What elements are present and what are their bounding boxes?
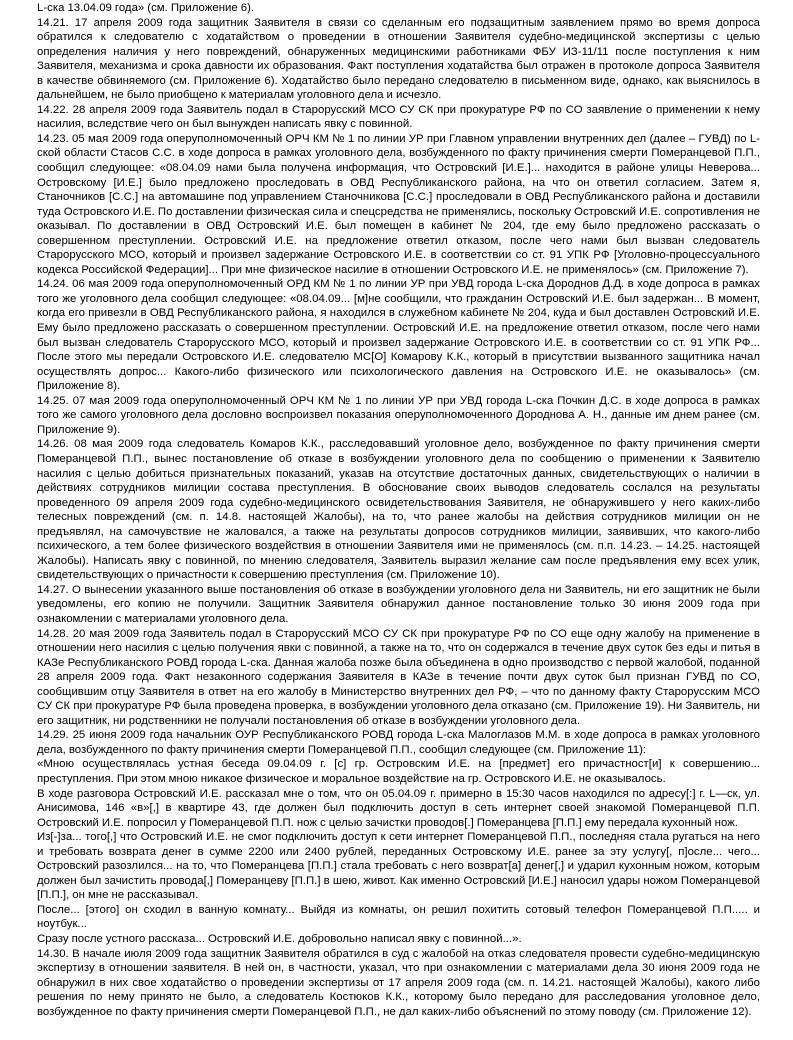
paragraph-quote-5: Сразу после устного рассказа... Островский И.Е. добровольно написал явку с повинной...». [37,933,522,945]
paragraph-quote-4: После... [этого] он сходил в ванную комнату... Выйдя из комнаты, он решил похитить сотовый телефон Померанцевой П.П..... и ноутбук... [37,903,760,931]
paragraph-14-28: 14.28. 20 мая 2009 года Заявитель подал в Старорусский МСО СУ СК при прокуратуре РФ по СО еще одну жалобу на применение в отношении него насилия с целью получения явки с повинной, а также на то, что он содержался в течение двух суток без еды и питья в КАЗе Республиканского РОВД города L-ска. Данная жалоба позже была объединена в одно производство с первой жалобой, поданной 28 апреля 2009 года. Факт незаконного содержания Заявителя в КАЗе в течение почти двух суток был признан ГУВД по СО, сообщившим отцу Заявителя в ответ на его жалобу в Министерство внутренних дел РФ, – что по данному факту Старорусским МСО СУ СК при прокуратуре РФ была проведена проверка, в возбуждении уголовного дела отказано (см. Приложение 19). Ни Заявитель, ни его защитник, ни родственники не получали постановления об отказе в возбуждении уголовного дела. [37,627,760,727]
paragraph-14-30: 14.30. В начале июля 2009 года защитник Заявителя обратился в суд с жалобой на отказ следователя провести судебно-медицинскую экспертизу в отношении заявителя. В ней он, в частности, указал, что при ознакомлении с материалами дела 30 июня 2009 года не обнаружил в них свое ходатайство о проведении экспертизы от 17 апреля 2009 года (см. п. 14.21. настоящей Жалобы), какого либо решения по нему принято не было, а следователь Костюков К.К., которому было передано для расследования уголовное дело, возбужденное по факту причинения смерти Померанцевой П.П., не дал каких-либо объяснений по этому поводу (см. Приложение 12). [37,947,760,1018]
paragraph-14-23: 14.23. 05 мая 2009 года оперуполномоченный ОРЧ КМ № 1 по линии УР при Главном управлении внутренних дел (далее – ГУВД) по L-ской области Стасов С.С. в ходе допроса в рамках уголовного дела, возбужденного по факту причинения смерти Померанцевой П.П., сообщил следующее: «08.04.09 нами была получена информация, что Островский [И.Е.]... находится в районе улицы Неверова... Островскому [И.Е.] было предложено проследовать в ОВД Республиканского района, на что он ответил согласием. Затем я, Станочников [С.С.] на автомашине под управлением Станочникова [С.С.] проследовали в ОВД Республиканского района и доставили туда Островского И.Е. По доставлении физическая сила и спецсредства не применялись, поскольку Островский И.Е. сопротивления не оказывал. По доставлении в ОВД Островский И.Е. был помещен в кабинет № 204, где ему было предложено рассказать о совершенном преступлении. Островский И.Е. на предложение ответил отказом, после чего нами был вызван следователь Старорусского МСО, который и произвел задержание Островского И.Е. в соответствии со ст. 91 УПК РФ [Уголовно-процессуального кодекса Российской Федерации]... При мне физическое насилие в отношении Островского И.Е. не применялось» (см. Приложение 7). [37,132,760,276]
paragraph-14-21: 14.21. 17 апреля 2009 года защитник Заявителя в связи со сделанным его подзащитным заявлением прямо во время допроса обратился к следователю с ходатайством о проведении в отношении Заявителя судебно-медицинской экспертизы с целью определения наличия у него повреждений, обнаруженных медицинскими работниками ФБУ ИЗ-11/11 после поступления к ним Заявителя, механизма и срока давности их образования. Факт поступления ходатайства был отражен в протоколе допроса Заявителя в качестве обвиняемого (см. Приложение 6). Ходатайство было передано следователю в письменном виде, однако, как выяснилось в дальнейшем, не было приобщено к материалам уголовного дела и исчезло. [37,16,760,102]
paragraph-quote-2: В ходе разговора Островский И.Е. рассказал мне о том, что он 05.04.09 г. примерно в 15:30 часов находился по адресу[:] г. L—ск, ул. Анисимова, 146 «в»[,] в квартире 43, где должен был подключить доступ в сеть интернет своей знакомой Померанцевой П.П. Островский И.Е. попросил у Померанцевой П.П. нож с целью зачистки проводов[.] Померанцева [П.П.] ему передала кухонный нож. [37,787,760,829]
paragraph-quote-3: Из[-]за... того[,] что Островский И.Е. не смог подключить доступ к сети интернет Померанцевой П.П., последняя стала ругаться на него и требовать возврата денег в сумме 2200 или 2400 рублей, переданных Островскому И.Е. ранее за эту услугу[, п]осле... чего... Островский разозлился... на то, что Померанцева [П.П.] стала требовать с него возврат[а] денег[,] и ударил кухонным ножом, которым должен был зачистить провода[,] Померанцеву [П.П.] в шею, живот. Как именно Островский [И.Е.] наносил удары ножом Померанцевой [П.П.], он мне не рассказывал. [37,831,760,902]
paragraph-14-29: 14.29. 25 июня 2009 года начальник ОУР Республиканского РОВД города L-ска Малоглазов М.М. в ходе допроса в рамках уголовного дела, возбужденного по факту причинения смерти Померанцевой П.П., сообщил следующее (см. Приложение 11): [37,729,760,756]
paragraph-quote-1: «Мною осуществлялась устная беседа 09.04.09 г. [с] гр. Островским И.Е. на [предмет] его причастност[и] к совершению... преступления. При этом мною никакое физическое и моральное воздействие на гр. Островского И.Е. не оказывалось. [37,758,760,785]
paragraph-continuation-top: L-ска 13.04.09 года» (см. Приложение 6). [37,2,255,14]
document-text-body [37,1,760,1019]
paragraph-14-26: 14.26. 08 мая 2009 года следователь Комаров К.К., расследовавший уголовное дело, возбужденное по факту причинения смерти Померанцевой П.П., вынес постановление об отказе в возбуждении уголовного дела по сообщению о применении к Заявителю насилия с целью добиться признательных показаний, указав на отсутствие достаточных данных, свидетельствующих о наличии в действиях сотрудников милиции состава преступления. В обоснование своих выводов следователь сослался на результаты проведенного 09 апреля 2009 года судебно-медицинского освидетельствования Заявителя, не обнаружившего у него каких-либо телесных повреждений (см. п. 14.8. настоящей Жалобы), на то, что ранее жалобы на действия сотрудников милиции он не предъявлял, на самочувствие не жаловался, а также на результаты допросов сотрудников милиции, заявивших, что какого-либо психического, а тем более физического воздействия в отношении Заявителя ими не применялось (см. п.п. 14.23. – 14.25. настоящей Жалобы). Написать явку с повинной, по мнению следователя, Заявитель выразил желание сам после предъявления ему всех улик, свидетельствующих о причастности к совершению преступления (см. Приложение 10). [37,438,760,582]
paragraph-14-24: 14.24. 06 мая 2009 года оперуполномоченный ОРД КМ № 1 по линии УР при УВД города L-ска Дороднов Д.Д. в ходе допроса в рамках того же уголовного дела сообщил следующее: «08.04.09... [м]не сообщили, что гражданин Островский И.Е. был задержан... В момент, когда его привезли в ОВД Республиканского района, я находился в служебном кабинете № 204, куда и был доставлен Островский И.Е. Ему было предложено рассказать о совершенном преступлении. Островский И.Е. на предложение ответил отказом, после чего нами был вызван следователь Старорусского МСО, который и произвел задержание Островского И.Е. в соответствии со ст. 91 УПК РФ... После этого мы передали Островского И.Е. следователю МС[О] Комарову К.К., который в присутствии вызванного защитника начал осуществлять допрос... Какого-либо физического или психологического давления на Островского И.Е. не оказывалось» (см. Приложение 8). [37,278,760,393]
paragraph-14-27: 14.27. О вынесении указанного выше постановления об отказе в возбуждении уголовного дела ни Заявитель, ни его защитник не были уведомлены, его копию не получили. Защитник Заявителя обнаружил данное постановление только 30 июня 2009 года при ознакомлении с материалами уголовного дела. [37,583,760,625]
paragraph-14-22: 14.22. 28 апреля 2009 года Заявитель подал в Старорусский МСО СУ СК при прокуратуре РФ по СО заявление о применении к нему насилия, вследствие чего он был вынужден написать явку с повинной. [37,103,760,131]
paragraph-14-25: 14.25. 07 мая 2009 года оперуполномоченный ОРЧ КМ № 1 по линии УР при УВД города L-ска Почкин Д.С. в ходе допроса в рамках того же самого уголовного дела дословно воспроизвел показания оперуполномоченного Дороднова А. Н., данные им днем ранее (см. Приложение 9). [37,394,760,436]
